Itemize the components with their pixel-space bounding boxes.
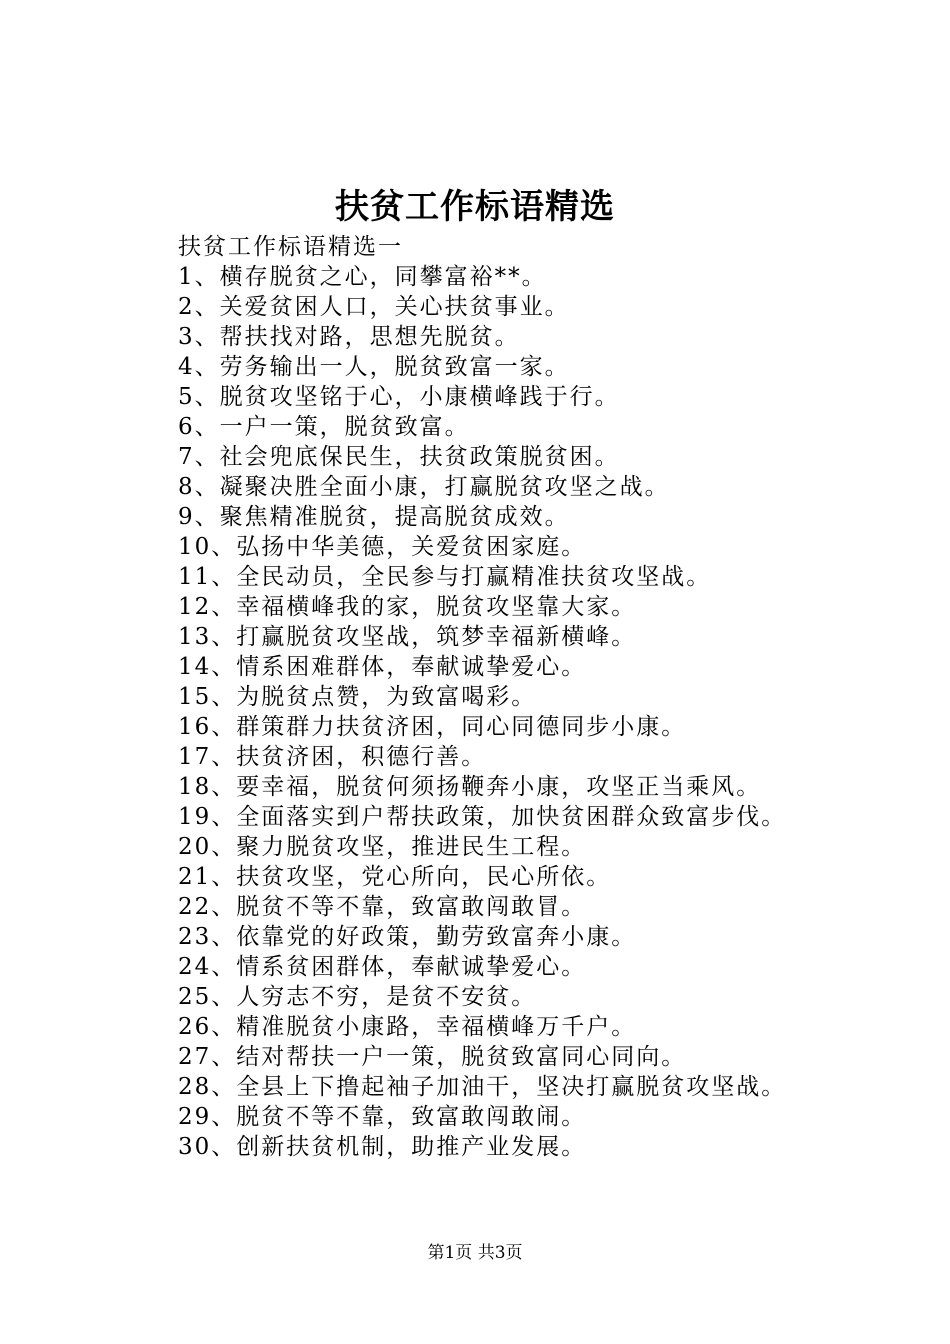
slogan-item: 1、横存脱贫之心，同攀富裕**。	[178, 264, 547, 290]
document-body	[178, 232, 878, 1162]
slogan-item: 4、劳务输出一人，脱贫致富一家。	[178, 354, 570, 380]
slogan-item: 10、弘扬中华美德，关爱贫困家庭。	[178, 534, 587, 560]
slogan-item: 14、情系困难群体，奉献诚挚爱心。	[178, 654, 587, 680]
slogan-item: 5、脱贫攻坚铭于心，小康横峰践于行。	[178, 384, 620, 410]
slogan-item: 18、要幸福，脱贫何须扬鞭奔小康，攻坚正当乘风。	[178, 774, 762, 800]
slogan-item: 25、人穷志不穷，是贫不安贫。	[178, 984, 537, 1010]
slogan-item: 19、全面落实到户帮扶政策，加快贫困群众致富步伐。	[178, 804, 787, 830]
page-footer: 第1页 共3页	[427, 1243, 523, 1263]
slogan-item: 6、一户一策，脱贫致富。	[178, 414, 470, 440]
slogan-item: 26、精准脱贫小康路，幸福横峰万千户。	[178, 1014, 637, 1040]
slogan-item: 27、结对帮扶一户一策，脱贫致富同心同向。	[178, 1044, 687, 1070]
slogan-item: 2、关爱贫困人口，关心扶贫事业。	[178, 294, 570, 320]
slogan-item: 17、扶贫济困，积德行善。	[178, 744, 487, 770]
slogan-item: 9、聚焦精准脱贫，提高脱贫成效。	[178, 504, 570, 530]
slogan-item: 8、凝聚决胜全面小康，打赢脱贫攻坚之战。	[178, 474, 670, 500]
slogan-item: 16、群策群力扶贫济困，同心同德同步小康。	[178, 714, 687, 740]
slogan-item: 23、依靠党的好政策，勤劳致富奔小康。	[178, 924, 637, 950]
slogan-item: 15、为脱贫点赞，为致富喝彩。	[178, 684, 537, 710]
slogan-item: 22、脱贫不等不靠，致富敢闯敢冒。	[178, 894, 587, 920]
slogan-item: 20、聚力脱贫攻坚，推进民生工程。	[178, 834, 587, 860]
slogan-item: 28、全县上下撸起袖子加油干，坚决打赢脱贫攻坚战。	[178, 1074, 787, 1100]
slogan-item: 12、幸福横峰我的家，脱贫攻坚靠大家。	[178, 594, 637, 620]
document-title: 扶贫工作标语精选	[335, 187, 615, 227]
section-subtitle: 扶贫工作标语精选一	[178, 234, 403, 260]
slogan-item: 7、社会兜底保民生，扶贫政策脱贫困。	[178, 444, 620, 470]
slogan-item: 29、脱贫不等不靠，致富敢闯敢闹。	[178, 1104, 587, 1130]
slogan-item: 24、情系贫困群体，奉献诚挚爱心。	[178, 954, 587, 980]
slogan-list	[178, 262, 878, 1162]
slogan-item: 30、创新扶贫机制，助推产业发展。	[178, 1134, 587, 1160]
slogan-item: 13、打赢脱贫攻坚战，筑梦幸福新横峰。	[178, 624, 637, 650]
slogan-item: 3、帮扶找对路，思想先脱贫。	[178, 324, 520, 350]
slogan-item: 21、扶贫攻坚，党心所向，民心所依。	[178, 864, 612, 890]
slogan-item: 11、全民动员，全民参与打赢精准扶贫攻坚战。	[178, 564, 712, 590]
